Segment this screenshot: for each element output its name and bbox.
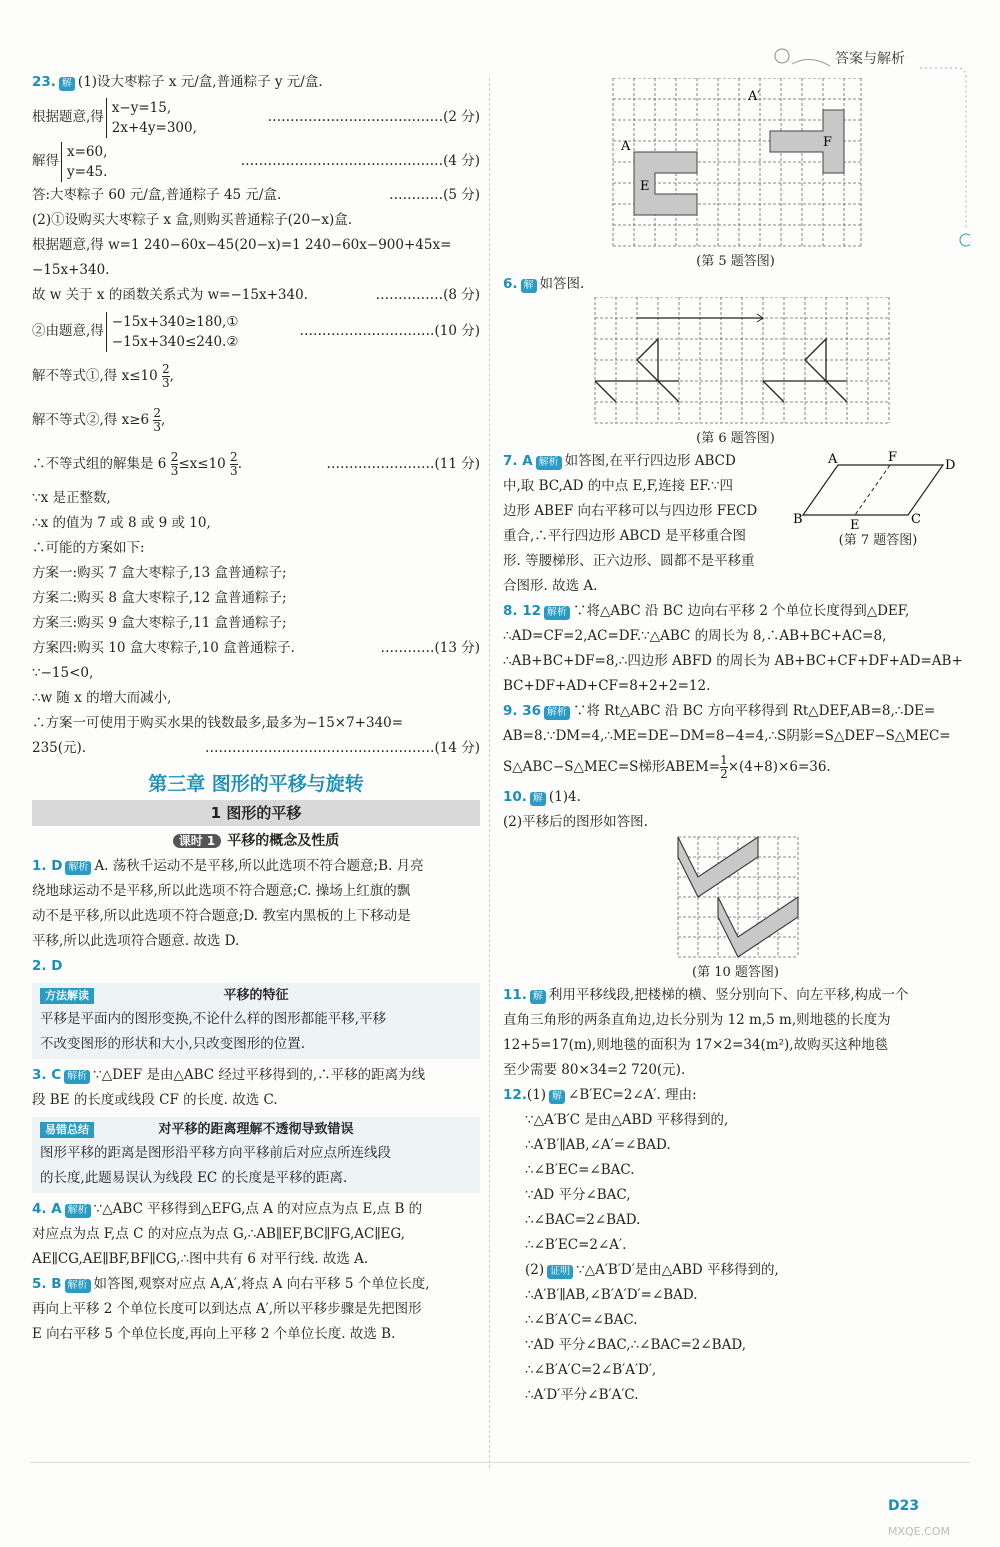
line	[503, 549, 968, 574]
q5-number: 5. B	[32, 1276, 62, 1292]
figure-6-caption: (第 6 题答图)	[696, 431, 775, 446]
text: −15x+340.	[32, 262, 110, 278]
column-divider	[489, 78, 490, 1468]
text: S△ABC−S△MEC=S梯形ABEM=	[503, 759, 721, 775]
text: 如答图,观察对应点 A,A′,将点 A 向右平移 5 个单位长度,	[93, 1276, 430, 1292]
solution-tag: 解	[521, 279, 537, 293]
text: 方案一:购买 7 盒大枣粽子,13 盒普通粽子;	[32, 565, 287, 581]
q23-number: 23.	[32, 74, 56, 90]
text: ∵△DEF 是由△ABC 经过平移得到的,∴平移的距离为线	[93, 1067, 426, 1083]
points: ………………………………………(4 分)	[240, 153, 480, 169]
line	[32, 686, 480, 711]
text: AE∥CG,AE∥BF,BF∥CG,∴图中共有 6 对平行线. 故选 A.	[32, 1251, 369, 1267]
line	[503, 1383, 968, 1408]
text: 利用平移线段,把楼梯的横、竖分别向下、向左平移,构成一个	[548, 987, 909, 1003]
label-f: F	[823, 135, 833, 150]
text: ∵△ABC 平移得到△EFG,点 A 的对应点为点 E,点 B 的	[93, 1201, 423, 1217]
line	[503, 1133, 968, 1158]
header-title: 答案与解析	[835, 51, 905, 67]
equation-system	[61, 142, 107, 182]
line	[503, 1283, 968, 1308]
label: D	[945, 458, 956, 473]
text: ≤x≤10	[178, 456, 226, 472]
error-box	[32, 1117, 480, 1193]
text: 至少需要 80×34=2 720(元).	[503, 1062, 686, 1078]
line	[32, 486, 480, 511]
eq: −15x+340≤240.②	[111, 333, 239, 350]
q6-number: 6.	[503, 276, 518, 292]
points: …………………………………(2 分)	[267, 109, 480, 125]
text: ∴w 随 x 的增大而减小,	[32, 690, 172, 706]
text: 绕地球运动不是平移,所以此选项不符合题意;C. 操场上红旗的飘	[32, 883, 411, 899]
text: 平移,所以此选项符合题意. 故选 D.	[32, 933, 240, 949]
q23-text: (1)设大枣粽子 x 元/盒,普通粽子 y 元/盒.	[77, 74, 323, 90]
q4	[32, 1197, 480, 1222]
label: F	[888, 451, 898, 465]
line	[32, 1247, 480, 1272]
line	[32, 736, 480, 761]
label-e: E	[640, 179, 650, 194]
text: 根据题意,得 w=1 240−60x−45(20−x)=1 240−60x−900+45x=	[32, 237, 452, 253]
points: ……………(8 分)	[375, 287, 480, 303]
q9	[503, 699, 968, 724]
num: 2	[153, 406, 162, 420]
fraction	[720, 754, 728, 781]
q4-number: 4. A	[32, 1201, 62, 1217]
text: ∵将 Rt△ABC 沿 BC 方向平移得到 Rt△DEF,AB=8,∴DE=	[573, 703, 936, 719]
proof-tag: 证明	[547, 1265, 573, 1279]
line	[32, 442, 480, 486]
text: 再向上平移 2 个单位长度可以到达点 A′,所以平移步骤是先把图形	[32, 1301, 422, 1317]
text: (1)4.	[548, 789, 581, 805]
analysis-tag: 解析	[64, 1070, 90, 1084]
q5	[32, 1272, 480, 1297]
method-box	[32, 983, 480, 1059]
text: ×(4+8)×6=36.	[727, 759, 831, 775]
line	[32, 879, 480, 904]
line	[32, 1088, 480, 1113]
den: 3	[161, 376, 170, 390]
analysis-tag: 解析	[536, 456, 562, 470]
box-tag: 易错总结	[40, 1122, 94, 1138]
line	[32, 258, 480, 283]
fraction	[162, 363, 170, 390]
text: ∵AD 平分∠BAC,	[525, 1187, 631, 1203]
q7-number: 7. A	[503, 453, 533, 469]
line	[32, 611, 480, 636]
text: (2)①设购买大枣粽子 x 盒,则购买普通粽子(20−x)盒.	[32, 212, 353, 228]
solution-tag: 解	[59, 77, 75, 91]
text: 的长度,此题易误认为线段 EC 的长度是平移的距离.	[40, 1170, 348, 1186]
text: 动不是平移,所以此选项不符合题意;D. 教室内黑板的上下移动是	[32, 908, 411, 924]
text: ,	[161, 412, 166, 428]
box-tag: 方法解读	[40, 988, 94, 1004]
figure-7-caption: (第 7 题答图)	[838, 533, 918, 548]
text: ∵AD 平分∠BAC,∴∠BAC=2∠BAD,	[525, 1337, 746, 1353]
q23-line	[32, 70, 480, 95]
text: 对应点为点 F,点 C 的对应点为点 G,∴AB∥EF,BC∥FG,AC∥EG,	[32, 1226, 406, 1242]
text: ∴∠B′A′C=∠BAC.	[525, 1312, 638, 1328]
right-column	[503, 78, 968, 1408]
q10-number: 10.	[503, 789, 527, 805]
points: …………………………(10 分)	[299, 323, 480, 339]
figure-5-caption: (第 5 题答图)	[696, 254, 775, 269]
text: 答:大枣粽子 60 元/盒,普通粽子 45 元/盒.	[32, 187, 282, 203]
solution-tag: 解	[530, 990, 546, 1004]
analysis-tag: 解析	[544, 706, 570, 720]
q1	[32, 854, 480, 879]
num: 2	[170, 450, 179, 464]
text: 段 BE 的长度或线段 CF 的长度. 故选 C.	[32, 1092, 278, 1108]
text: ∴∠B′A′C=2∠B′A′D′,	[525, 1362, 657, 1378]
text: 如答图.	[539, 276, 585, 292]
box-header	[40, 1119, 472, 1141]
analysis-tag: 解析	[65, 861, 91, 875]
q11	[503, 983, 968, 1008]
points: …………(5 分)	[389, 187, 480, 203]
text: ∵将△ABC 沿 BC 边向右平移 2 个单位长度得到△DEF,	[573, 603, 910, 619]
header-mascot-icon	[770, 44, 830, 78]
num: 2	[230, 450, 238, 464]
line	[32, 283, 480, 308]
text: 解得	[32, 153, 59, 169]
line	[503, 1358, 968, 1383]
den: 2	[720, 767, 728, 781]
text: ∵△A′B′C 是由△ABD 平移得到的,	[525, 1112, 729, 1128]
q2	[32, 954, 480, 979]
line	[32, 354, 480, 398]
q8-number: 8. 12	[503, 603, 542, 619]
line	[32, 661, 480, 686]
line	[32, 1297, 480, 1322]
line	[503, 1308, 968, 1333]
line	[32, 904, 480, 929]
q3	[32, 1063, 480, 1088]
eq: y=45.	[67, 163, 108, 180]
text: ∴A′B′∥AB,∠B′A′D′=∠BAD.	[525, 1287, 698, 1303]
text: ∠B′EC=2∠A′. 理由:	[568, 1087, 697, 1103]
line	[32, 636, 480, 661]
points: ……………………………………………(14 分)	[204, 740, 480, 756]
q12-number: 12.	[503, 1087, 527, 1103]
line	[32, 233, 480, 258]
line	[32, 1322, 480, 1347]
q23-system3	[32, 308, 480, 354]
label: A	[828, 452, 838, 467]
text: 故 w 关于 x 的函数关系式为 w=−15x+340.	[32, 287, 308, 303]
page-number: D23	[888, 1498, 920, 1514]
solution-tag: 解	[549, 1090, 565, 1104]
lesson-title	[32, 830, 480, 850]
text: ②由题意,得	[32, 323, 104, 339]
den: 3	[230, 464, 238, 478]
text: ∴A′D′平分∠B′A′C.	[525, 1387, 639, 1403]
q2-number: 2. D	[32, 958, 63, 974]
line	[32, 561, 480, 586]
line	[32, 511, 480, 536]
q23-system1	[32, 95, 480, 139]
text: .	[237, 456, 242, 472]
analysis-tag: 解析	[65, 1279, 91, 1293]
q12	[503, 1083, 968, 1108]
points: …………(13 分)	[380, 640, 480, 656]
text: 解不等式①,得 x≤10	[32, 368, 158, 384]
fraction	[153, 407, 161, 434]
num: 2	[161, 362, 170, 376]
label-a-prime: A′	[748, 89, 761, 104]
solution-tag: 解	[530, 792, 546, 806]
text: 解不等式②,得 x≥6	[32, 412, 150, 428]
text: E 向右平移 5 个单位长度,再向上平移 2 个单位长度. 故选 B.	[32, 1326, 396, 1342]
line	[40, 1007, 472, 1032]
figure-6	[503, 297, 968, 425]
text: 如答图,在平行四边形 ABCD	[564, 453, 736, 469]
text: 形. 等腰梯形、正六边形、圆都不是平移重	[503, 553, 755, 569]
analysis-tag: 解析	[544, 606, 570, 620]
equation-system	[106, 98, 197, 138]
box-header	[40, 985, 472, 1007]
line	[503, 810, 968, 835]
text: ∴∠B′EC=∠BAC.	[525, 1162, 635, 1178]
text: ∴方案一可使用于购买水果的钱数最多,最多为−15×7+340=	[32, 715, 404, 731]
text: 235(元).	[32, 740, 87, 756]
text: ∴∠B′EC=2∠A′.	[525, 1237, 627, 1253]
q9-number: 9. 36	[503, 703, 542, 719]
line	[503, 1033, 968, 1058]
q8	[503, 599, 968, 624]
text: (1)	[526, 1087, 547, 1103]
line	[503, 1233, 968, 1258]
line	[32, 586, 480, 611]
text: ,	[169, 368, 174, 384]
footer-line	[30, 1462, 970, 1463]
line	[32, 711, 480, 736]
figure-10	[503, 835, 968, 959]
line	[503, 1333, 968, 1358]
text: BC+DF+AD+CF=8+2+2=12.	[503, 678, 711, 694]
line	[503, 674, 968, 699]
text: ∴AD=CF=2,AC=DF.∵△ABC 的周长为 8,∴AB+BC+AC=8,	[503, 628, 887, 644]
label-a: A	[621, 139, 631, 154]
line	[503, 649, 968, 674]
analysis-tag: 解析	[65, 1204, 91, 1218]
line	[32, 929, 480, 954]
text: 不改变图形的形状和大小,只改变图形的位置.	[40, 1036, 306, 1052]
line	[503, 1208, 968, 1233]
section-title: 1 图形的平移	[32, 800, 480, 826]
text: (2)	[525, 1262, 545, 1278]
line	[32, 1222, 480, 1247]
line	[32, 536, 480, 561]
text: ∴x 的值为 7 或 8 或 9 或 10,	[32, 515, 211, 531]
box-title: 平移的特征	[223, 988, 289, 1003]
q7-block	[503, 449, 968, 599]
text: 方案二:购买 8 盒大枣粽子,12 盒普通粽子;	[32, 590, 287, 606]
chapter-title: 第三章 图形的平移与旋转	[148, 773, 364, 795]
label: E	[850, 518, 860, 531]
text: A. 荡秋千运动不是平移,所以此选项不符合题意;B. 月亮	[94, 858, 424, 874]
den: 3	[153, 420, 162, 434]
line	[503, 1008, 968, 1033]
line	[32, 208, 480, 233]
text: ∴∠BAC=2∠BAD.	[525, 1212, 641, 1228]
left-column	[32, 70, 480, 1347]
text: 直角三角形的两条直角边,边长分别为 12 m,5 m,则地毯的长度为	[503, 1012, 891, 1028]
eq: −15x+340≥180,①	[111, 313, 239, 330]
box-title: 对平移的距离理解不透彻导致错误	[158, 1122, 354, 1137]
line	[32, 398, 480, 442]
text: 边形 ABEF 向右平移可以与四边形 FECD	[503, 503, 758, 519]
q10	[503, 785, 968, 810]
lesson-tag: 课时 1	[173, 834, 222, 848]
line	[40, 1141, 472, 1166]
figure-5	[503, 78, 968, 248]
text: 方案三:购买 9 盒大枣粽子,11 盒普通粽子;	[32, 615, 287, 631]
line	[503, 574, 968, 599]
text: 合图形. 故选 A.	[503, 578, 598, 594]
line	[503, 1183, 968, 1208]
watermark-text: MXQE.COM	[888, 1525, 950, 1538]
q11-number: 11.	[503, 987, 527, 1003]
eq: x−y=15,	[111, 99, 172, 116]
q6	[503, 272, 968, 297]
lesson-name: 平移的概念及性质	[227, 833, 340, 849]
line	[32, 183, 480, 208]
text: (2)平移后的图形如答图.	[503, 814, 648, 830]
text: ∵x 是正整数,	[32, 490, 111, 506]
text: 12+5=17(m),则地毯的面积为 17×2=34(m²),故购买这种地毯	[503, 1037, 889, 1053]
label: B	[793, 512, 803, 527]
line	[503, 1108, 968, 1133]
text: 图形平移的距离是图形沿平移方向平移前后对应点所连线段	[40, 1145, 391, 1161]
line	[503, 749, 968, 785]
den: 3	[170, 464, 179, 478]
line	[40, 1032, 472, 1057]
text: ∴可能的方案如下:	[32, 540, 145, 556]
line	[503, 1058, 968, 1083]
text: 中,取 BC,AD 的中点 E,F,连接 EF.∵四	[503, 478, 734, 494]
fraction	[230, 451, 238, 478]
eq: 2x+4y=300,	[111, 119, 197, 136]
text: 平移是平面内的图形变换,不论什么样的图形都能平移,平移	[40, 1011, 387, 1027]
text: ∵△A′B′D′是由△ABD 平移得到的,	[576, 1262, 779, 1278]
num: 1	[720, 753, 728, 767]
q3-number: 3. C	[32, 1067, 62, 1083]
text: ∴不等式组的解集是 6	[32, 456, 167, 472]
eq: x=60,	[67, 143, 108, 160]
line	[503, 624, 968, 649]
figure-7	[793, 451, 963, 531]
text: 根据题意,得	[32, 109, 104, 125]
text: ∵−15<0,	[32, 665, 94, 681]
label: C	[911, 512, 921, 527]
line	[503, 1158, 968, 1183]
points: ……………………(11 分)	[326, 456, 480, 472]
text: 重合,∴平行四边形 ABCD 是平移重合图	[503, 528, 746, 544]
text: ∴AB+BC+DF=8,∴四边形 ABFD 的周长为 AB+BC+CF+DF+AD=AB+	[503, 653, 963, 669]
q1-number: 1. D	[32, 858, 63, 874]
figure-10-caption: (第 10 题答图)	[692, 965, 779, 980]
q23-system2	[32, 139, 480, 183]
line	[40, 1166, 472, 1191]
text: 方案四:购买 10 盒大枣粽子,10 盒普通粽子.	[32, 640, 295, 656]
line	[503, 724, 968, 749]
text: AB=8.∵DM=4,∴ME=DE−DM=8−4=4,∴S阴影=S△DEF−S△MEC=	[503, 728, 951, 744]
line	[503, 1258, 968, 1283]
equation-system	[106, 312, 239, 352]
text: ∴A′B′∥AB,∠A′=∠BAD.	[525, 1137, 671, 1153]
